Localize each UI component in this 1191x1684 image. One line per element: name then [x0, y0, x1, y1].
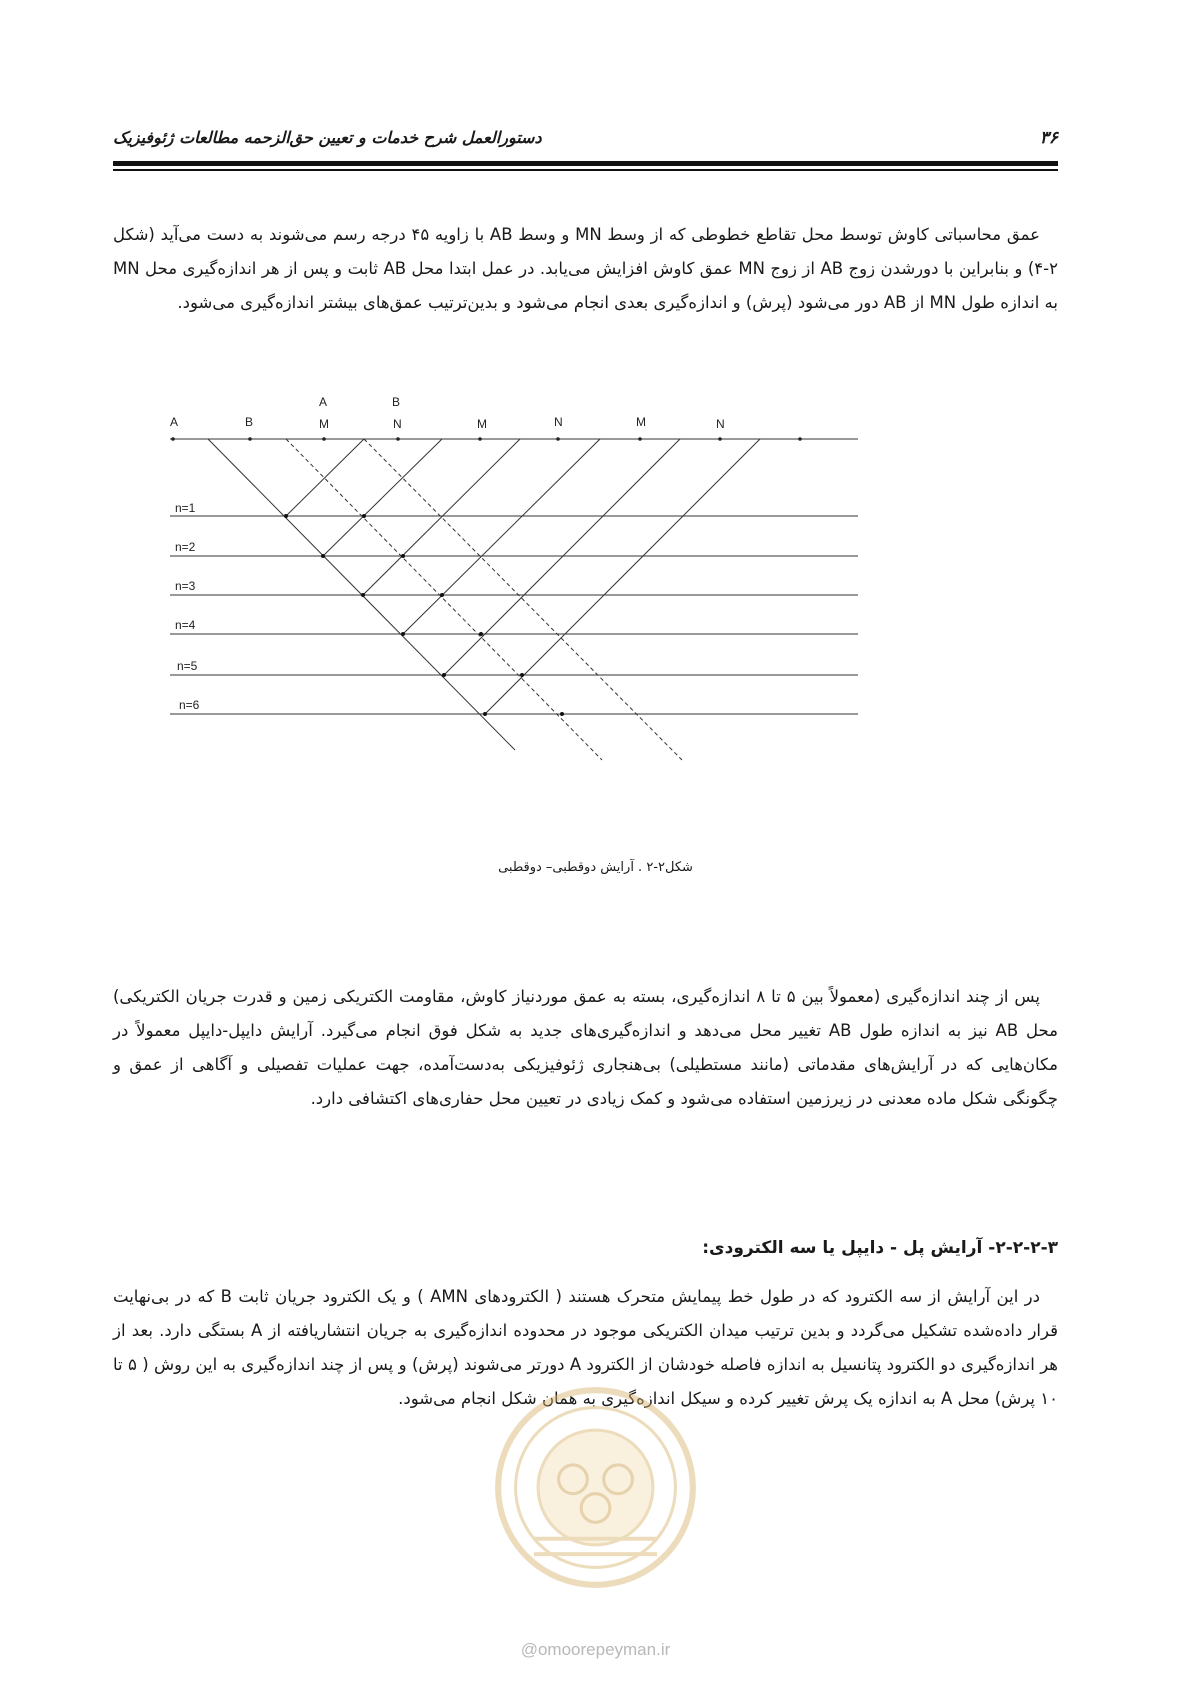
electrode-label-a-upper: A [319, 395, 328, 409]
level-label: n=5 [177, 659, 198, 673]
diagonal-dashed-descending-1 [286, 439, 602, 760]
electrode-point [322, 437, 326, 441]
paragraph-text: پس از چند اندازه‌گیری (معمولاً بین ۵ تا ۸ اندازه‌گیری، بسته به عمق موردنیاز کاوش، مقاومت الکتریکی زمین و قدرت جریان الکتریکی) محل AB نیز به اندازه طول AB تغییر محل می‌دهد و اندازه‌گیری‌های جدید به شکل فوق انجام می‌گیرد. آرایش دایپل-دایپل معمولاً در مکان‌هایی که در آرایش‌های مقدماتی (مانند مستطیلی) بی‌هنجاری ژئوفیزیکی به‌دست‌آمده، جهت عملیات تفصیلی و آگاهی از عمق و چگونگی شکل ماده معدنی در زیرزمین استفاده می‌شود و کمک زیادی در تعیین محل حفاری‌های اکتشافی دارد. [113, 987, 1058, 1108]
paragraph-depth-calculation [113, 218, 1058, 320]
diagonal-dashed-descending-2 [364, 439, 682, 760]
datum-point [440, 593, 444, 597]
datum-point [361, 593, 365, 597]
datum-point [483, 712, 487, 716]
header-rule-thin [113, 169, 1058, 171]
electrode-point [396, 437, 400, 441]
paragraph-text: در این آرایش از سه الکترود که در طول خط پیمایش متحرک هستند ( الکترودهای AMN ) و یک الکترود جریان ثابت B که در بی‌نهایت قرار داده‌شده تشکیل می‌گردد و بدین ترتیب میدان الکتریکی موجود در محدوده اندازه‌گیری به جریان انتشاریافته از A بستگی دارد. بعد از هر اندازه‌گیری دو الکترود پتانسیل به اندازه فاصله خودشان از الکترود A دورتر می‌شوند (پرش) و پس از چند اندازه‌گیری به این روش ( ۵ تا ۱۰ پرش) محل A به اندازه یک پرش تغییر کرده و سیکل اندازه‌گیری به همان شکل انجام می‌شود. [113, 1287, 1058, 1408]
level-label: n=4 [175, 618, 196, 632]
level-label: n=1 [175, 501, 196, 515]
electrode-label: A [170, 415, 179, 429]
diagonal-ascending-3 [363, 439, 520, 595]
electrode-point [248, 437, 252, 441]
diagonal-ascending-6 [485, 439, 760, 714]
header-rule-thick [113, 161, 1058, 166]
electrode-point [638, 437, 642, 441]
level-label: n=3 [175, 579, 196, 593]
electrode-label: B [245, 415, 254, 429]
datum-point [321, 554, 325, 558]
running-title: دستورالعمل شرح خدمات و تعیین حق‌الزحمه مطالعات ژئوفیزیک [113, 128, 542, 147]
diagonal-ascending-2 [323, 439, 442, 556]
datum-point [284, 514, 288, 518]
electrode-label: N [554, 415, 563, 429]
datum-point [362, 514, 366, 518]
level-label: n=2 [175, 540, 196, 554]
electrode-label: N [716, 417, 725, 431]
electrode-point [718, 437, 722, 441]
website-watermark: @omoorepeyman.ir [520, 1640, 671, 1659]
electrode-label: N [393, 417, 402, 431]
paragraph-dipole-usage [113, 980, 1058, 1116]
datum-point [401, 554, 405, 558]
datum-point [401, 632, 405, 636]
electrode-label: M [477, 417, 487, 431]
datum-point [560, 712, 564, 716]
electrode-label: M [636, 415, 646, 429]
datum-point [479, 632, 483, 636]
page-header [113, 128, 1058, 152]
dipole-dipole-diagram [170, 395, 940, 835]
diagonal-ascending-4 [403, 439, 600, 634]
paragraph-text: عمق محاسباتی کاوش توسط محل تقاطع خطوطی که از وسط MN و وسط AB با زاویه ۴۵ درجه رسم می‌شوند به دست می‌آید (شکل ۲-۴) و بنابراین با دورشدن زوج AB از زوج MN عمق کاوش افزایش می‌یابد. در عمل ابتدا محل AB ثابت و پس از هر اندازه‌گیری محل MN به اندازه طول MN از AB دور می‌شود (پرش) و اندازه‌گیری بعدی انجام می‌شود و بدین‌ترتیب عمق‌های بیشتر اندازه‌گیری می‌شود. [113, 225, 1059, 312]
level-label: n=6 [179, 698, 200, 712]
diagonal-ascending-5 [444, 439, 680, 675]
section-heading: ۲-۲-۲-۳- آرایش پل - دایپل یا سه الکترودی: [702, 1238, 1058, 1258]
electrode-label-b-upper: B [392, 395, 401, 409]
stamp-seal-icon [493, 1385, 698, 1590]
electrode-point [556, 437, 560, 441]
datum-point [442, 673, 446, 677]
page-number: ۳۶ [1039, 128, 1058, 148]
datum-point [520, 673, 524, 677]
electrode-point [171, 437, 175, 441]
electrode-point [798, 437, 802, 441]
electrode-point [478, 437, 482, 441]
figure-caption: شکل۲-۲ . آرایش دوقطبی– دوقطبی [498, 860, 693, 875]
electrode-label: M [319, 417, 329, 431]
dipole-dipole-figure [170, 395, 940, 835]
